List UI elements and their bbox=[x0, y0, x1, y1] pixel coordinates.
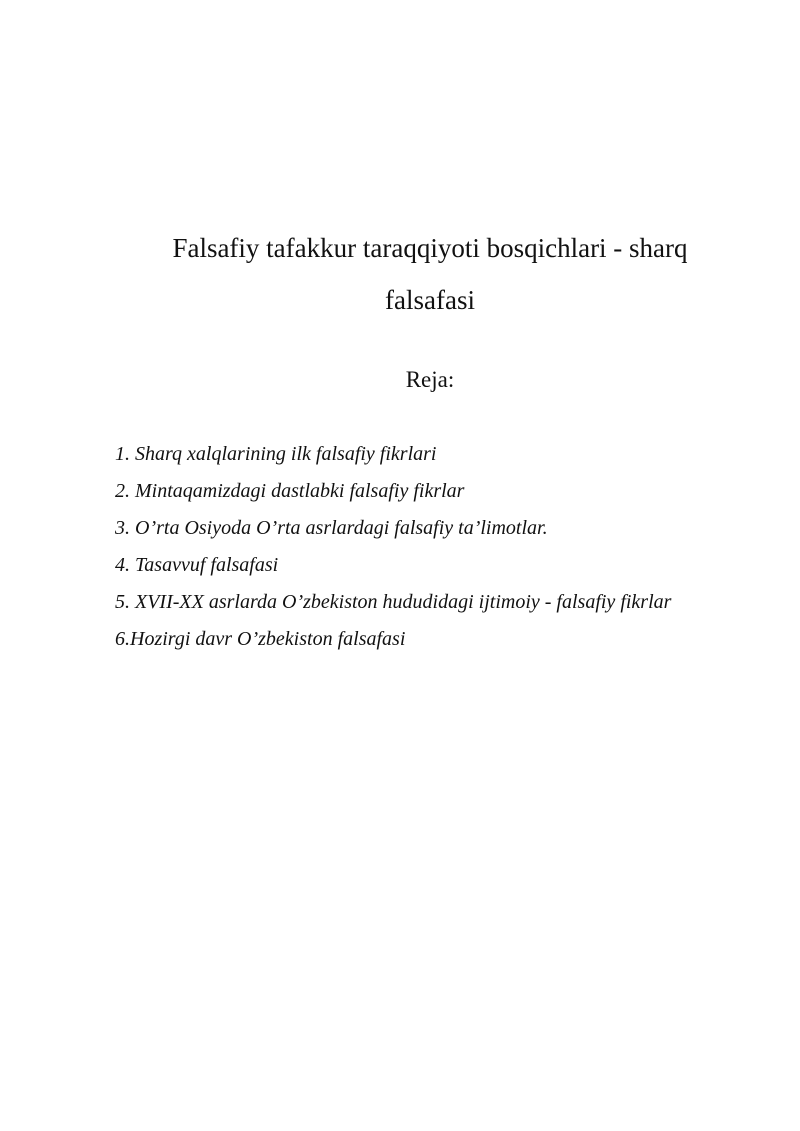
plan-heading: Reja: bbox=[405, 367, 455, 392]
plan-item: 6.Hozirgi davr O’zbekiston falsafasi bbox=[115, 628, 406, 650]
plan-item: 3. O’rta Osiyoda O’rta asrlardagi falsafiy ta’limotlar. bbox=[115, 517, 548, 539]
document-title bbox=[120, 222, 740, 326]
plan-list bbox=[115, 436, 755, 658]
plan-item: 2. Mintaqamizdagi dastlabki falsafiy fikrlar bbox=[115, 480, 465, 502]
plan-item: 5. XVII-XX asrlarda O’zbekiston hududidagi ijtimoiy - falsafiy fikrlar bbox=[115, 591, 672, 613]
title-line-1: Falsafiy tafakkur taraqqiyoti bosqichlari - sharq bbox=[172, 233, 688, 263]
plan-item: 1. Sharq xalqlarining ilk falsafiy fikrlari bbox=[115, 443, 437, 465]
plan-item: 4. Tasavvuf falsafasi bbox=[115, 554, 279, 576]
title-line-2: falsafasi bbox=[385, 285, 475, 315]
